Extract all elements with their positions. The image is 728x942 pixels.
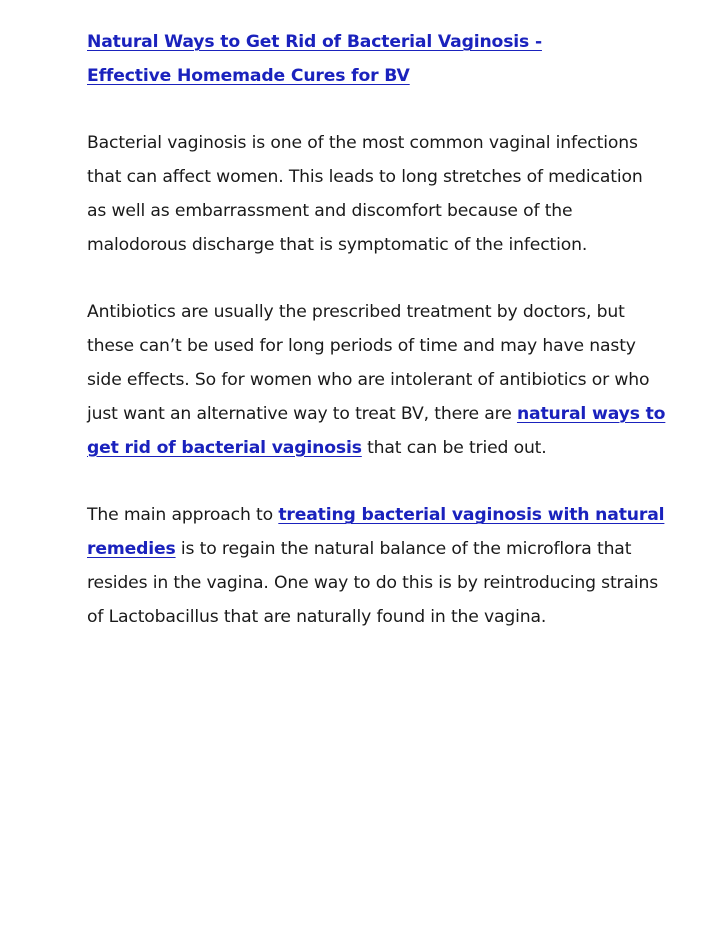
paragraph-intro-text: Bacterial vaginosis is one of the most common vaginal infections that can affect women. This leads to long stretches of medication as well as embarrassment and discomfort because of the malodorous discharge that is symptomatic of the infection. — [87, 133, 643, 255]
article-title-line-1: Natural Ways to Get Rid of Bacterial Vaginosis - — [87, 32, 542, 52]
paragraph-intro — [87, 127, 667, 262]
paragraph-antibiotics-text-after: that can be tried out. — [361, 437, 547, 458]
paragraph-approach — [87, 499, 667, 634]
paragraph-antibiotics-text-before: Antibiotics are usually the prescribed treatment by doctors, but these can’t be used for long periods of time and may have nasty side effects. So for women who are intolerant of antibiotics or who just want an alternative way to treat BV, there are — [87, 302, 650, 424]
paragraph-antibiotics — [87, 296, 667, 465]
spacer — [87, 94, 667, 128]
paragraph-approach-text-before: The main approach to — [87, 505, 279, 526]
document-page — [87, 26, 667, 668]
natural-ways-link[interactable]: natural ways to get rid of bacterial vaginosis — [87, 403, 666, 458]
article-title-link[interactable] — [87, 26, 667, 94]
treating-bv-link[interactable]: treating bacterial vaginosis with natural remedies — [87, 505, 665, 559]
article-title-line-2: Effective Homemade Cures for BV — [87, 65, 410, 86]
paragraph-approach-text-after: is to regain the natural balance of the microflora that resides in the vagina. One way to do this is by reintroducing strains of Lactobacillus that are naturally found in the vagina. — [87, 538, 659, 627]
